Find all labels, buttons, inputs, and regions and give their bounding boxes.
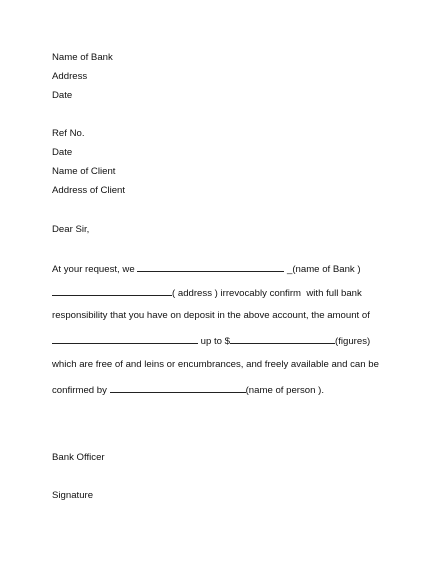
bank-name-blank: [137, 262, 284, 272]
bank-address-label: Address: [52, 71, 88, 82]
bank-name-label: Name of Bank: [52, 52, 113, 63]
body-line-1: [52, 262, 361, 276]
body-line-4-suffix: (figures): [335, 336, 371, 347]
body-line-6-suffix: (name of person ).: [245, 385, 324, 396]
bank-officer-label: Bank Officer: [52, 452, 105, 463]
body-line-5: which are free of and leins or encumbrances, and freely available and can be: [52, 359, 379, 370]
salutation: Dear Sir,: [52, 224, 90, 235]
ref-date-label: Date: [52, 147, 73, 158]
body-line-1-suffix: _(name of Bank ): [284, 264, 361, 275]
body-line-2: [52, 286, 362, 300]
header-date-label: Date: [52, 90, 73, 101]
body-line-6-text: confirmed by: [52, 385, 110, 396]
body-line-3: responsibility that you have on deposit in the above account, the amount of: [52, 310, 370, 321]
body-line-2-text: ( address ) irrevocably confirm with full bank: [172, 288, 362, 299]
body-line-4-text: up to $: [198, 336, 231, 347]
address-blank: [52, 286, 172, 296]
body-line-1-text: At your request, we: [52, 264, 138, 275]
body-line-4: [52, 334, 370, 348]
ref-no-label: Ref No.: [52, 128, 85, 139]
client-address-label: Address of Client: [52, 185, 126, 196]
client-name-label: Name of Client: [52, 166, 116, 177]
signature-label: Signature: [52, 490, 94, 501]
amount-words-blank: [52, 334, 198, 344]
amount-figures-blank: [230, 334, 335, 344]
body-line-6: [52, 383, 324, 397]
person-name-blank: [110, 383, 246, 393]
